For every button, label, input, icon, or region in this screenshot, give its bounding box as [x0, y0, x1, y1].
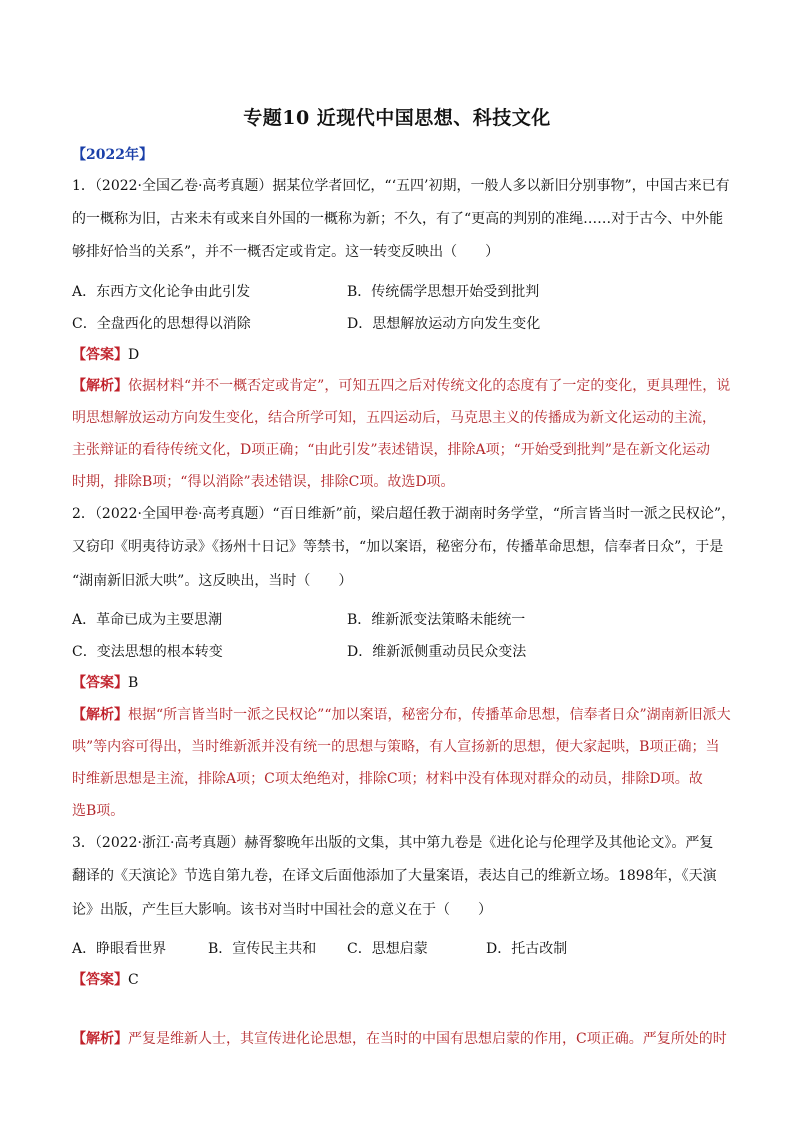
- analysis-tag: 【解析】: [72, 378, 128, 394]
- answer-tag: 【答案】: [72, 347, 128, 363]
- q2-option-d: D．维新派侧重动员民众变法: [347, 644, 527, 660]
- q3-analysis-text-1: 严复是维新人士，其宣传进化论思想，在当时的中国有思想启蒙的作用，C项正确。严复所处的时: [128, 1031, 727, 1047]
- q1-analysis-line-3: 主张辩证的看待传统文化，D项正确；“由此引发”表述错误，排除A项；“开始受到批判”是在新文化运动: [72, 442, 710, 458]
- year-heading: 【2022年】: [72, 147, 153, 163]
- q2-analysis-text-1: 根据“所言皆当时一派之民权论”“加以案语，秘密分布，传播革命思想，信奉者日众”湖南新旧派大: [128, 707, 731, 723]
- q1-answer-value: D: [128, 347, 140, 363]
- q3-stem-line-1: 3．（2022·浙江·高考真题）赫胥黎晚年出版的文集，其中第九卷是《进化论与伦理学及其他论文》。严复: [72, 835, 714, 851]
- q1-option-b: B．传统儒学思想开始受到批判: [347, 284, 540, 300]
- analysis-tag: 【解析】: [72, 1031, 128, 1047]
- answer-tag: 【答案】: [72, 675, 128, 691]
- q2-option-c: C．变法思想的根本转变: [72, 644, 223, 660]
- q1-analysis-line-2: 明思想解放运动方向发生变化，结合所学可知，五四运动后，马克思主义的传播成为新文化运动的主流，: [72, 410, 716, 426]
- q2-stem-line-3: “湖南新旧派大哄”。这反映出，当时（ ）: [72, 573, 353, 589]
- q3-option-a: A．睁眼看世界: [72, 941, 167, 957]
- page-title: 专题10 近现代中国思想、科技文化: [243, 107, 551, 129]
- q1-analysis-line-4: 时期，排除B项；“得以消除”表述错误，排除C项。故选D项。: [72, 474, 455, 490]
- q2-stem-line-2: 又窃印《明夷待访录》《扬州十日记》等禁书，“加以案语，秘密分布，传播革命思想，信奉者日众”，于是: [72, 539, 724, 555]
- q3-option-c: C．思想启蒙: [347, 941, 428, 957]
- q3-analysis-line-1: [72, 1029, 732, 1049]
- analysis-tag: 【解析】: [72, 707, 128, 723]
- q2-analysis-line-4: 选B项。: [72, 803, 125, 819]
- q2-analysis-line-2: 哄”等内容可得出，当时维新派并没有统一的思想与策略，有人宣扬新的思想，便大家起哄，B项正确；当: [72, 739, 720, 755]
- q2-answer-value: B: [128, 675, 139, 691]
- q3-option-d: D．托古改制: [486, 941, 568, 957]
- q2-option-a: A．革命已成为主要思潮: [72, 612, 223, 628]
- q1-stem-line-2: 的一概称为旧，古来未有或来自外国的一概称为新；不久，有了“更高的判别的准绳……对于古今、中外能: [72, 211, 724, 227]
- q3-answer: [72, 970, 732, 990]
- q1-stem-line-1: 1．（2022·全国乙卷·高考真题）据某位学者回忆，“‘五四’初期，一般人多以新旧分别事物”，中国古来已有: [72, 178, 730, 194]
- q1-stem-line-3: 够排好恰当的关系”，并不一概否定或肯定。这一转变反映出（ ）: [72, 244, 500, 260]
- q1-analysis-line-1: [72, 376, 732, 396]
- q1-option-a: A．东西方文化论争由此引发: [72, 284, 251, 300]
- q2-analysis-line-3: 时维新思想是主流，排除A项；C项太绝绝对，排除C项；材料中没有体现对群众的动员，排除D项。故: [72, 771, 703, 787]
- answer-tag: 【答案】: [72, 972, 128, 988]
- q3-stem-line-3: 论》出版，产生巨大影响。该书对当时中国社会的意义在于（ ）: [72, 902, 492, 918]
- q1-analysis-text-1: 依据材料“并不一概否定或肯定”，可知五四之后对传统文化的态度有了一定的变化，更具理性，说: [128, 378, 731, 394]
- q1-answer: [72, 345, 732, 365]
- q2-stem-line-1: 2．（2022·全国甲卷·高考真题）“百日维新”前，梁启超任教于湖南时务学堂，“所言皆当时一派之民权论”，: [72, 506, 736, 522]
- q2-answer: [72, 673, 732, 693]
- q3-stem-line-2: 翻译的《天演论》节选自第九卷，在译文后面他添加了大量案语，表达自己的维新立场。1898年，《天演: [72, 868, 717, 884]
- q1-option-c: C．全盘西化的思想得以消除: [72, 316, 251, 332]
- q1-option-d: D．思想解放运动方向发生变化: [347, 316, 541, 332]
- q3-option-b: B．宣传民主共和: [208, 941, 317, 957]
- q3-answer-value: C: [128, 972, 139, 988]
- q2-analysis-line-1: [72, 705, 732, 725]
- q2-option-b: B．维新派变法策略未能统一: [347, 612, 526, 628]
